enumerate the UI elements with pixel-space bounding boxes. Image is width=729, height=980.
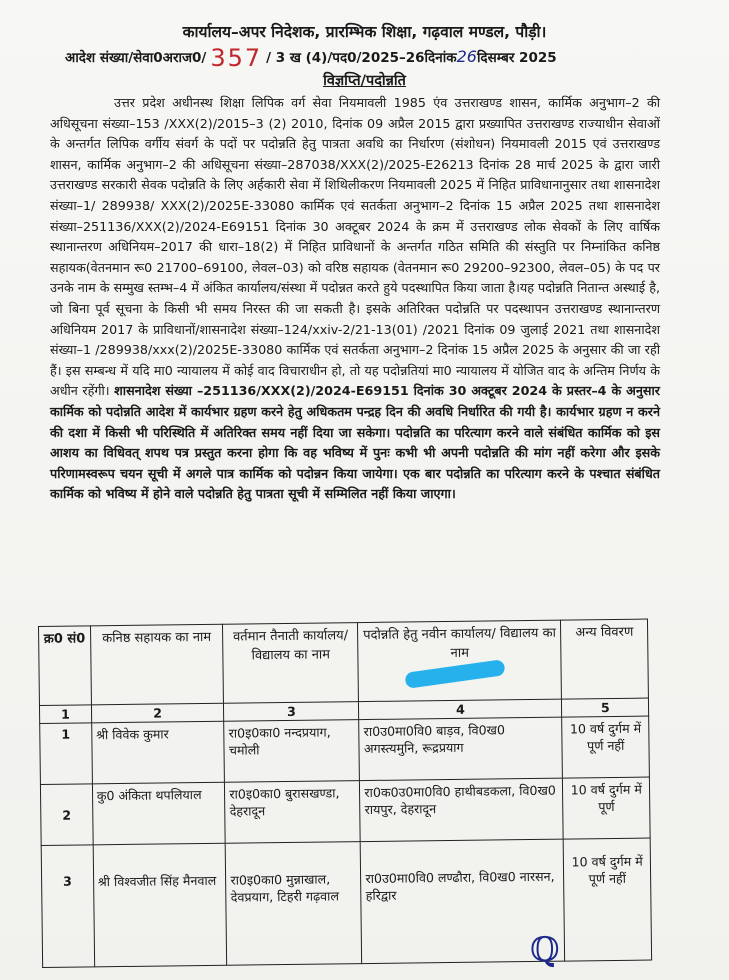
column-number: 3 [224,702,359,722]
order-body [50,93,660,505]
table-row [41,838,651,967]
table-header-row [39,619,649,705]
cell-name: कु0 अंकिता थपलियाल [92,782,225,845]
header-new-posting: पदोन्नति हेतु नवीन कार्यालय/ विद्यालय का नाम [358,620,562,701]
column-number: 4 [359,699,562,719]
notice-title: विज्ञप्ति/पदोन्नति [323,73,406,89]
column-number: 2 [91,703,224,723]
signature: ℚ [530,930,560,970]
cell-current-posting: रा0इ0का0 मुन्नाखाल, देवप्रयाग, टिहरी गढ़वाल [226,842,363,966]
cell-remarks: 10 वर्ष दुर्गम में पूर्ण नहीं [562,716,649,778]
order-prefix: आदेश संख्या/सेवा0अराज0/ [65,50,207,66]
handwritten-date-day: 26 [456,47,477,66]
cell-remarks: 10 वर्ष दुर्गम में पूर्ण [563,777,650,839]
office-heading: कार्यालय–अपर निदेशक, प्रारम्भिक शिक्षा, गढ़वाल मण्डल, पौड़ी। [182,23,547,41]
body-paragraph: उत्तर प्रदेश अधीनस्थ शिक्षा लिपिक वर्ग सेवा नियमावली 1985 एंव उत्तराखण्ड शासन, कार्मिक अनुभाग–2 की अधिसूचना संख्या–153 /XXX(2)/2015–3 (2) 2010, दिनांक 09 अप्रैल 2015 द्वारा प्रख्यापित उत्तराखण्ड राज्याधीन सेवाओं के अन्तर्गत लिपिक वर्गीय संवर्ग के पदों पर पदोन्नति हेतु पात्रता अवधि का निर्धारण (संशोधन) नियमावली 2015 एवं उत्तराखण्ड शासन, कार्मिक अनुभाग–2 की अधिसूचना संख्या–287038/XXX(2)/2025-E26213 दिनांक 28 मार्च 2025 के द्वारा जारी उत्तराखण्ड सरकारी सेवक पदोन्नति के लिए अर्हकारी सेवा में शिथिलीकरण नियमावली 2025 में निहित प्राविधानानुसार तथा शासनादेश संख्या–1/ 289938/ XXX(2)/2025E-33080 कार्मिक एवं सतर्कता अनुभाग–2 दिनांक 15 अप्रैल 2025 तथा शासनादेश संख्या–251136/XXX(2)/2024-E69151 दिनांक 30 अक्टूबर 2024 के क्रम में उत्तराखण्ड लोक सेवकों के लिए वार्षिक स्थानान्तरण अधिनियम–2017 की धारा–18(2) में निहित प्राविधानों के अन्तर्गत गठित समिति की संस्तुति पर निम्नांकित कनिष्ठ सहायक(वेतनमान रू0 21700–69100, लेवल–03) को वरिष्ठ सहायक (वेतनमान रू0 29200–92300, लेवल–05) के पद पर उनके नाम के सम्मुख स्तम्भ–4 में अंकित कार्यालय/संस्था में पदोन्नत करते हुये पदस्थापित किया जाता है।यह पदोन्नति नितान्त अस्थाई है, जो बिना पूर्व सूचना के किसी भी समय निरस्त की जा सकती है। इसके अतिरिक्त पदोन्नति पर पदस्थापन उत्तराखण्ड स्थानान्तरण अधिनियम 2017 के प्राविधानों/शासनादेश संख्या–124/xxiv-2/21-13(01) /2021 दिनांक 09 जुलाई 2021 तथा शासनादेश संख्या–1 /289938/xxx(2)/2025E-33080 कार्मिक एवं सतर्कता अनुभाग–2 दिनांक 15 अप्रैल 2025 के अनुसार की जा रही हैं। इस सम्बन्ध में यदि मा0 न्यायालय में कोई वाद विचाराधीन हो, तो यह पदोन्नतियां मा0 न्यायालय में योजित वाद के अन्तिम निर्णय के अधीन रहेंगी। [50,95,660,399]
order-month-year: दिसम्बर 2025 [476,50,557,66]
column-number: 5 [562,698,649,717]
cell-new-posting: रा0उ0मा0वि0 लण्ढौरा, वि0ख0 नारसन, हरिद्वार [361,839,566,963]
cell-current-posting: रा0इ0का0 बुरासखण्डा, देहरादून [225,781,361,844]
handwritten-order-number: 357 [210,44,263,72]
table-row [40,716,650,784]
promotion-table [38,619,652,968]
cell-new-posting: रा0उ0मा0वि0 बाड़व, वि0ख0 अगस्त्यमुनि, रूद्रप्रयाग [359,717,563,780]
cell-name: श्री विवेक कुमार [91,721,224,784]
order-suffix: / 3 ख (4)/पद0/2025–26दिनांक [266,50,457,66]
header-sno: क्र0 सं0 [39,626,92,706]
header-current-posting: वर्तमान तैनाती कार्यालय/ विद्यालय का नाम [223,623,359,704]
column-number: 1 [39,705,91,724]
cell-new-posting: रा0क0उ0मा0वि0 हाथीबडकला, वि0ख0 रायपुर, देहरादून [360,778,564,841]
table-row [40,777,650,845]
cell-sno: 1 [40,723,92,785]
order-number-line [65,44,557,72]
header-name: कनिष्ठ सहायक का नाम [90,624,224,705]
cell-current-posting: रा0इ0का0 नन्दप्रयाग, चमोली [224,720,360,783]
header-remarks: अन्य विवरण [561,619,649,699]
cell-sno: 3 [41,845,94,968]
body-bold-paragraph: शासनादेश संख्या –251136/XXX(2)/2024-E69151 दिनांक 30 अक्टूबर 2024 के प्रस्तर–4 के अनुसार कार्मिक को पदोन्नति आदेश में कार्यभार ग्रहण करने हेतु अधिकतम पन्द्रह दिन की अवधि निर्धारित की गयी है। कार्यभार ग्रहण न करने की दशा में किसी भी परिस्थिति में अतिरिक्त समय नहीं दिया जा सकेगा। पदोन्नति का परित्याग करने वाले संबंधित कार्मिक को इस आशय का विधिवत् शपथ पत्र प्रस्तुत करना होगा कि वह भविष्य में पुनः कभी भी अपनी पदोन्नति की मांग नहीं करेगा और इसके परिणामस्वरूप चयन सूची में अगले पात्र कार्मिक को पदोन्नन किया जायेगा। एक बार पदोन्नति का परित्याग करने के पश्चात संबंधित कार्मिक को भविष्य में होने वाले पदोन्नति हेतु पात्रता सूची में सम्मिलित नहीं किया जाएगा। [50,383,660,502]
cell-name: श्री विश्वजीत सिंह मैनवाल [93,843,227,967]
cell-sno: 2 [40,784,92,846]
cell-remarks: 10 वर्ष दुर्गम में पूर्ण नहीं [564,838,652,961]
